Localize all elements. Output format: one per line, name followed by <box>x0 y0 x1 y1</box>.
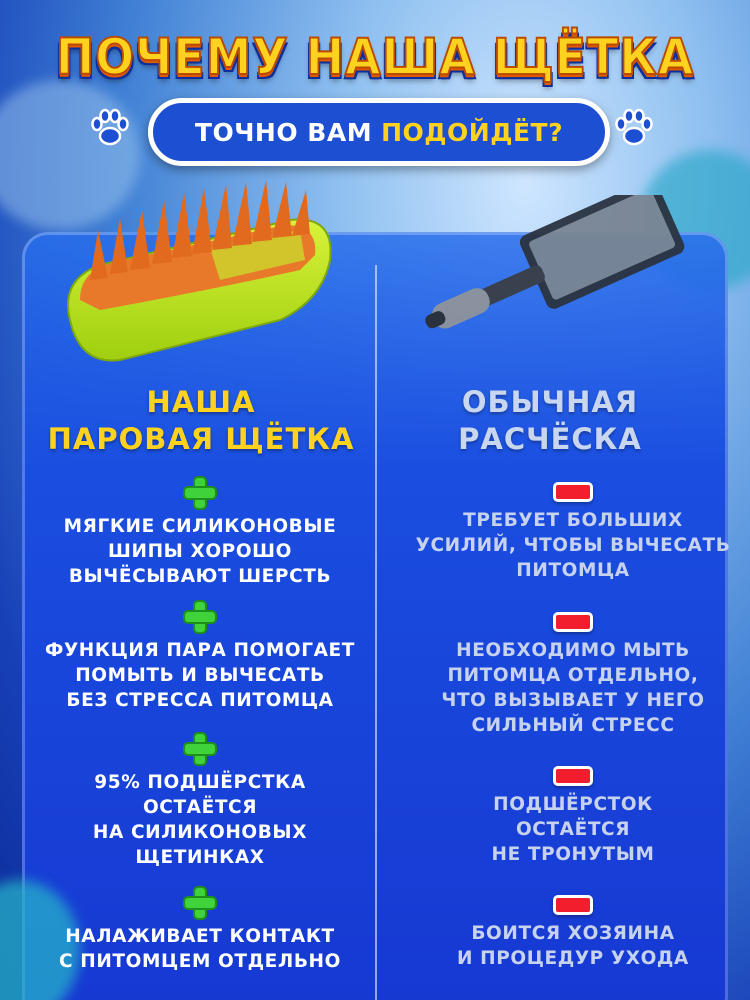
minus-icon <box>553 895 593 915</box>
disadvantage-text: ПОДШЁРСТОК ОСТАЁТСЯ НЕ ТРОНУТЫМ <box>491 794 655 865</box>
paw-icon <box>88 106 132 150</box>
paw-icon <box>612 106 656 150</box>
disadvantage-item <box>403 482 743 583</box>
minus-icon <box>553 482 593 502</box>
minus-icon <box>553 612 593 632</box>
our-brush-title <box>36 384 366 458</box>
title-line: РАСЧЁСКА <box>458 422 642 456</box>
subtitle-badge <box>148 98 610 166</box>
page-title: ПОЧЕМУ НАША ЩЁТКА <box>55 28 695 86</box>
disadvantage-text: ТРЕБУЕТ БОЛЬШИХ УСИЛИЙ, ЧТОБЫ ВЫЧЕСАТЬ ПИТОМЦА <box>415 510 731 581</box>
disadvantage-item <box>403 612 743 738</box>
subtitle-highlight: ПОДОЙДЁТ? <box>381 117 564 147</box>
ordinary-brush-title <box>385 384 715 458</box>
disadvantage-text: БОИТСЯ ХОЗЯИНА И ПРОЦЕДУР УХОДА <box>457 923 689 969</box>
title-line: НАША <box>146 385 256 419</box>
plus-icon <box>185 478 215 508</box>
advantage-item <box>30 734 370 870</box>
disadvantage-text: НЕОБХОДИМО МЫТЬ ПИТОМЦА ОТДЕЛЬНО, ЧТО ВЫЗЫВАЕТ У НЕГО СИЛЬНЫЙ СТРЕСС <box>441 640 705 736</box>
advantage-text: ФУНКЦИЯ ПАРА ПОМОГАЕТ ПОМЫТЬ И ВЫЧЕСАТЬ БЕЗ СТРЕССА ПИТОМЦА <box>45 640 355 711</box>
steam-brush-image <box>60 170 345 385</box>
title-line: ОБЫЧНАЯ <box>461 385 639 419</box>
plus-icon <box>185 602 215 632</box>
minus-icon <box>553 766 593 786</box>
advantage-text: МЯГКИЕ СИЛИКОНОВЫЕ ШИПЫ ХОРОШО ВЫЧЁСЫВАЮТ ШЕРСТЬ <box>63 516 337 587</box>
column-divider <box>375 265 377 1000</box>
plus-icon <box>185 734 215 764</box>
disadvantage-item <box>403 895 743 971</box>
disadvantage-item <box>403 766 743 867</box>
subtitle-text: ТОЧНО ВАМ <box>194 117 373 147</box>
plus-icon <box>185 888 215 918</box>
title-line: ПАРОВАЯ ЩЁТКА <box>47 422 355 456</box>
slicker-brush-image <box>420 195 700 370</box>
advantage-text: 95% ПОДШЁРСТКА ОСТАЁТСЯ НА СИЛИКОНОВЫХ ЩЕТИНКАХ <box>92 772 308 868</box>
advantage-item <box>30 478 370 589</box>
advantage-text: НАЛАЖИВАЕТ КОНТАКТ С ПИТОМЦЕМ ОТДЕЛЬНО <box>59 926 341 972</box>
advantage-item <box>30 888 370 974</box>
advantage-item <box>30 602 370 713</box>
